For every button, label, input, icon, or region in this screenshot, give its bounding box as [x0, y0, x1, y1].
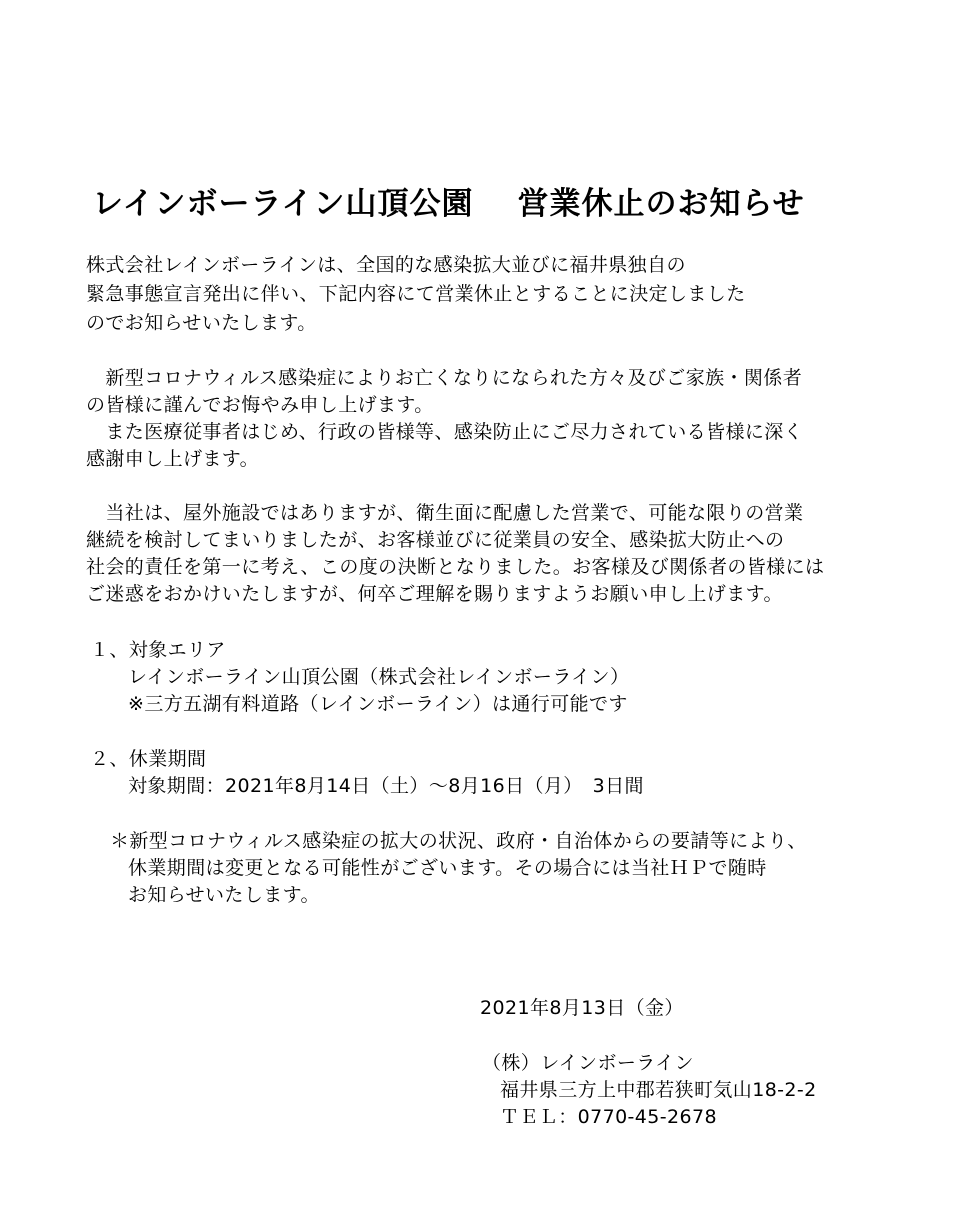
paragraph-line: 継続を検討してまいりましたが、お客様並びに従業員の安全、感染拡大防止への [86, 529, 785, 551]
note-line: お知らせいたします。 [128, 884, 320, 906]
paragraph-line: の皆様に謹んでお悔やみ申し上げます。 [86, 394, 434, 416]
section-heading: １、対象エリア [90, 639, 226, 661]
page-title [92, 184, 805, 224]
company-name: （株）レインボーライン [482, 1052, 694, 1074]
paragraph-line: 当社は、屋外施設ではありますが、衛生面に配慮した営業で、可能な限りの営業 [86, 502, 804, 524]
paragraph-line: 社会的責任を第一に考え、この度の決断となりました。お客様及び関係者の皆様には [86, 556, 825, 578]
paragraph-line: 緊急事態宣言発出に伴い、下記内容にて営業休止とすることに決定しました [86, 283, 746, 305]
paragraph-line: 新型コロナウィルス感染症によりお亡くなりになられた方々及びご家族・関係者 [86, 367, 803, 389]
section-line: レインボーライン山頂公園（株式会社レインボーライン） [128, 666, 630, 688]
paragraph-line: ご迷惑をおかけいたしますが、何卒ご理解を賜りますようお願い申し上げます。 [86, 583, 783, 605]
note-line: ＊新型コロナウィルス感染症の拡大の状況、政府・自治体からの要請等により、 [110, 830, 807, 852]
title-main: レインボーライン山頂公園 [92, 186, 474, 222]
paragraph-line: 感謝申し上げます。 [86, 448, 260, 470]
issue-date: 2021年8月13日（金） [480, 997, 684, 1019]
section-line: ※三方五湖有料道路（レインボーライン）は通行可能です [128, 693, 628, 715]
paragraph-line: のでお知らせいたします。 [86, 312, 317, 334]
company-address: 福井県三方上中郡若狭町気山18-2-2 [500, 1079, 817, 1101]
paragraph-line: 株式会社レインボーラインは、全国的な感染拡大並びに福井県独自の [86, 254, 686, 276]
section-heading: ２、休業期間 [90, 748, 207, 770]
title-sub: 営業休止のお知らせ [517, 186, 805, 222]
section-line: 対象期間：2021年8月14日（土）～8月16日（月） 3日間 [128, 775, 644, 797]
company-tel: ＴＥＬ：0770-45-2678 [500, 1106, 717, 1128]
note-line: 休業期間は変更となる可能性がございます。その場合には当社ＨＰで随時 [128, 857, 767, 879]
paragraph-line: また医療従事者はじめ、行政の皆様等、感染防止にご尽力されている皆様に深く [86, 421, 804, 443]
